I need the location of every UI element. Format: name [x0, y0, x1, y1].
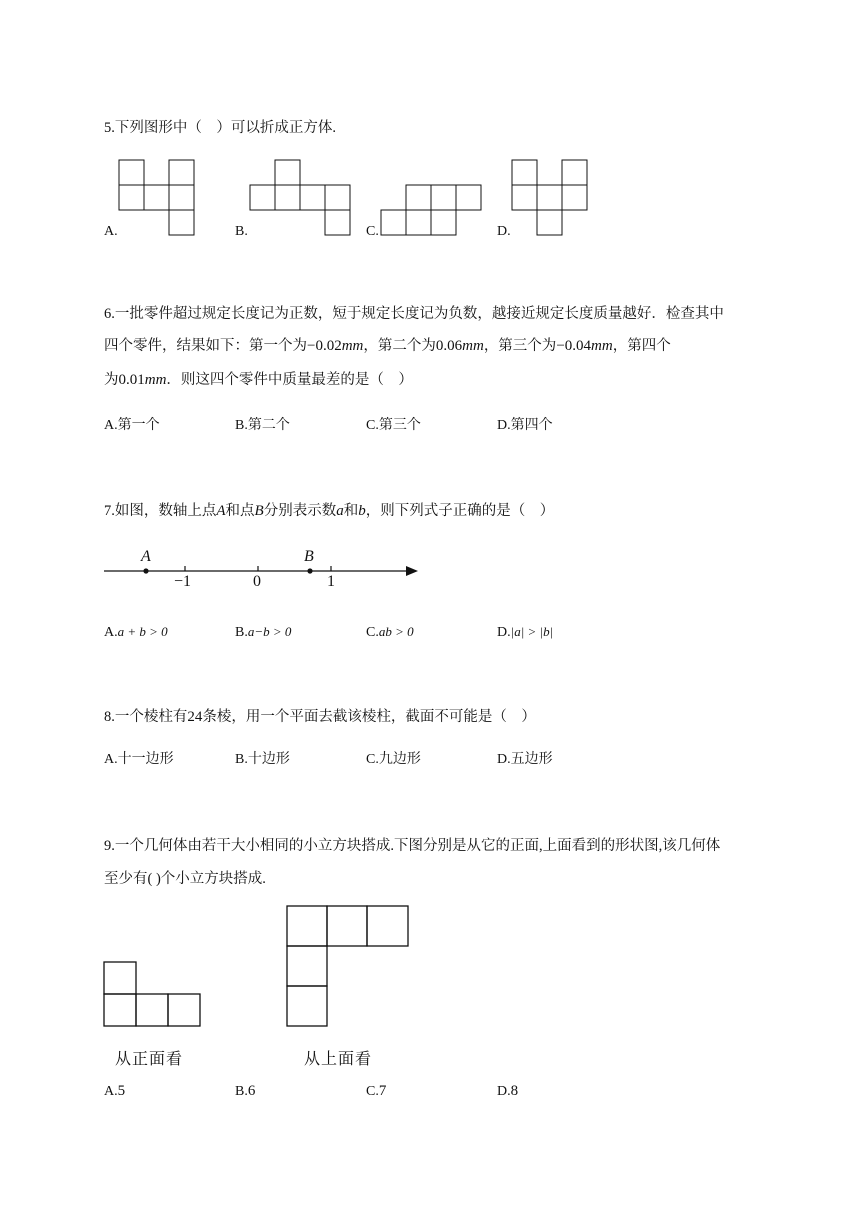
q6-stem-line3: 为0.01mm．则这四个零件中质量最差的是（ ） [104, 372, 413, 388]
q6-option-d[interactable]: D.第四个 [497, 418, 553, 433]
q7-option-a[interactable]: A.a + b > 0 [104, 624, 168, 640]
q6-value-1: −0.02 [307, 338, 342, 354]
q5-option-c[interactable]: C. [366, 224, 379, 239]
q7-stem: 7.如图，数轴上点A和点B分别表示数a和b，则下列式子正确的是（ ） [104, 503, 555, 519]
q6-option-a[interactable]: A.第一个 [104, 418, 160, 433]
q6-stem-line1: 6.一批零件超过规定长度记为正数，短于规定长度记为负数，越接近规定长度质量越好．检查其中 [104, 306, 724, 322]
q9-option-c[interactable]: C.7 [366, 1083, 387, 1099]
q7-tick-0: 0 [253, 573, 261, 590]
q7-label-a: A [141, 548, 151, 565]
q5-option-b[interactable]: B. [235, 224, 248, 239]
q7-option-b[interactable]: B.a−b > 0 [235, 624, 292, 640]
q6-option-b[interactable]: B.第二个 [235, 418, 290, 433]
q9-option-d[interactable]: D.8 [497, 1083, 519, 1099]
q5-option-d[interactable]: D. [497, 224, 511, 239]
q9-stem-line1: 9.一个几何体由若干大小相同的小立方块搭成.下图分别是从它的正面,上面看到的形状图,该几何体 [104, 838, 721, 854]
q6-value-4: 0.01 [118, 372, 145, 388]
q7-option-c[interactable]: C.ab > 0 [366, 624, 414, 640]
q9-caption-top: 从上面看 [304, 1051, 373, 1068]
q5-option-a[interactable]: A. [104, 224, 118, 239]
q6-option-c[interactable]: C.第三个 [366, 418, 421, 433]
q9-option-b[interactable]: B.6 [235, 1083, 256, 1099]
q7-option-d[interactable]: D.|a| > |b| [497, 624, 554, 640]
q8-option-b[interactable]: B.十边形 [235, 752, 290, 767]
q9-stem-line2: 至少有( )个小立方块搭成. [104, 871, 266, 887]
q6-value-2: 0.06 [435, 338, 463, 354]
q5-stem: 5.下列图形中（ ）可以折成正方体. [104, 120, 336, 136]
q9-option-a[interactable]: A.5 [104, 1083, 126, 1099]
q8-stem: 8.一个棱柱有24条棱，用一个平面去截该棱柱，截面不可能是（ ） [104, 709, 536, 725]
q8-option-d[interactable]: D.五边形 [497, 752, 553, 767]
q7-label-b: B [304, 548, 314, 565]
q7-tick-neg1: −1 [174, 573, 192, 590]
q8-option-c[interactable]: C.九边形 [366, 752, 421, 767]
q6-value-3: −0.04 [556, 338, 592, 354]
q8-option-a[interactable]: A.十一边形 [104, 752, 174, 767]
q9-caption-front: 从正面看 [115, 1051, 184, 1068]
q7-tick-1: 1 [327, 573, 335, 590]
q6-stem-line2: 四个零件，结果如下：第一个为−0.02mm，第二个为0.06mm，第三个为−0.04mm，第四个 [104, 338, 671, 354]
